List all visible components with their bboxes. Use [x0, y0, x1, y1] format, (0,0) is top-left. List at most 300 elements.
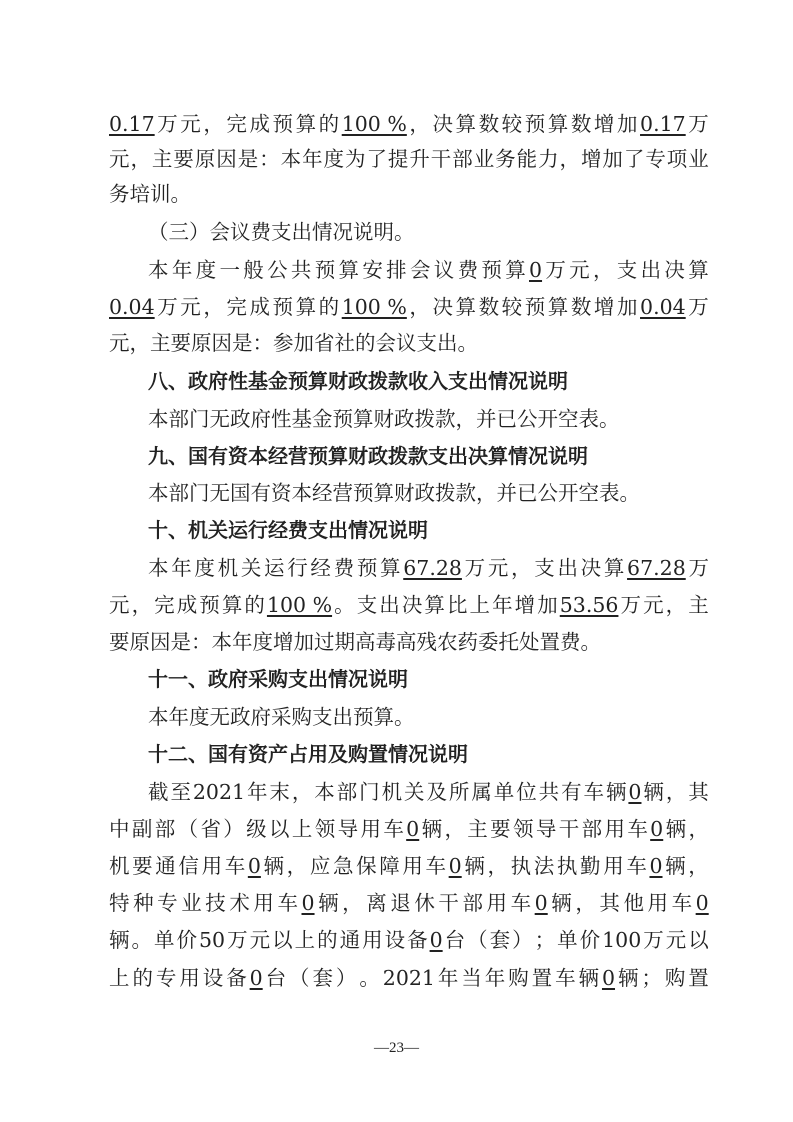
text-segment: 排 — [386, 258, 407, 282]
text-segment: 机 — [381, 780, 403, 804]
text-segment: 成 — [249, 295, 270, 319]
text-segment: 专 — [645, 147, 666, 171]
text-segment: 至 — [170, 780, 191, 804]
text-segment: ， — [342, 891, 363, 915]
text-segment: （ — [467, 928, 488, 952]
text-segment: 用 — [604, 817, 625, 841]
underlined-value: 0 — [429, 928, 443, 952]
text-segment: 信 — [178, 854, 199, 878]
text-segment: 机 — [217, 556, 239, 580]
text-segment: 本 — [314, 780, 335, 804]
text-segment: 完 — [226, 112, 247, 136]
text-segment: 元 — [180, 112, 201, 136]
text-segment: 执 — [510, 854, 532, 878]
text-segment: 费 — [457, 258, 479, 282]
text-segment: 本年度无政府采购支出预算。 — [148, 705, 415, 729]
text-segment: 元 — [569, 258, 590, 282]
text-segment: 业 — [181, 891, 202, 915]
underlined-value: 67.28 — [627, 556, 686, 580]
text-segment: 上 — [469, 593, 490, 617]
text-segment: 年 — [484, 966, 506, 990]
text-segment: 元 — [109, 593, 130, 617]
text-segment: ， — [409, 295, 430, 319]
text-segment: 支 — [534, 556, 555, 580]
text-segment: 退 — [390, 891, 411, 915]
text-segment: 干 — [430, 147, 452, 171]
text-segment: 年 — [171, 556, 192, 580]
text-segment: 数 — [570, 112, 592, 136]
text-line — [109, 885, 709, 921]
text-segment: 年 — [302, 147, 323, 171]
underlined-value: 67.28 — [403, 556, 462, 580]
text-segment: 部 — [336, 780, 358, 804]
underlined-value: 0 — [601, 966, 616, 990]
text-segment: 为 — [344, 147, 366, 171]
text-segment: 有 — [561, 780, 582, 804]
underlined-value: 0 — [534, 891, 548, 915]
text-segment: 十、机关运行经费支出情况说明 — [148, 518, 428, 542]
text-segment: 100 — [602, 928, 642, 952]
text-segment: 用 — [402, 854, 423, 878]
text-segment: 领 — [513, 817, 534, 841]
text-segment: 加 — [537, 593, 558, 617]
text-segment: 业 — [473, 147, 495, 171]
text-segment: 。 — [334, 593, 355, 617]
text-segment: 2021 — [382, 966, 435, 990]
text-segment: 价 — [176, 928, 197, 952]
text-segment: ， — [511, 556, 532, 580]
text-segment: 年 — [437, 966, 459, 990]
text-segment: 领 — [314, 817, 336, 841]
text-segment: 算 — [547, 295, 569, 319]
text-segment: 特 — [109, 891, 130, 915]
text-segment: 元 — [109, 147, 130, 171]
text-segment: 购 — [508, 966, 529, 990]
text-segment: 支 — [356, 593, 378, 617]
text-segment: 预 — [272, 295, 294, 319]
text-segment: 增 — [514, 593, 536, 617]
text-segment: ， — [291, 780, 313, 804]
text-line — [109, 922, 709, 958]
underlined-value: 0.17 — [109, 112, 155, 136]
text-segment: 的 — [318, 112, 340, 136]
text-segment: 能 — [516, 147, 538, 171]
text-segment: 度 — [195, 258, 217, 282]
text-segment: ； — [534, 928, 556, 952]
text-segment: 项 — [666, 147, 688, 171]
text-segment: 算 — [505, 258, 526, 282]
text-segment: 车 — [583, 780, 605, 804]
text-segment: 50 — [199, 928, 226, 952]
text-segment: 决 — [580, 556, 602, 580]
text-segment: 机 — [109, 854, 130, 878]
text-segment: 辆 — [665, 817, 687, 841]
text-segment: 会 — [409, 258, 431, 282]
text-segment: 预 — [481, 258, 502, 282]
text-segment: 车 — [555, 966, 576, 990]
text-segment: 般 — [243, 258, 264, 282]
text-segment: 其 — [599, 891, 620, 915]
text-line — [109, 624, 709, 660]
text-segment: 八、政府性基金预算财政拨款收入支出情况说明 — [148, 369, 568, 393]
text-segment: ） — [223, 817, 244, 841]
text-segment: ， — [487, 854, 508, 878]
text-segment: ， — [665, 593, 687, 617]
text-segment: 车 — [510, 891, 532, 915]
text-segment: 的 — [132, 966, 153, 990]
text-segment: 。 — [359, 966, 380, 990]
text-segment: 升 — [409, 147, 430, 171]
text-segment: 本 — [148, 258, 169, 282]
text-segment: 台 — [265, 966, 287, 990]
text-segment: 及 — [426, 780, 447, 804]
text-segment: 关 — [240, 556, 262, 580]
text-segment: 省 — [200, 817, 221, 841]
text-segment: 辆 — [109, 928, 130, 952]
text-segment: 万 — [157, 295, 178, 319]
text-segment: 门 — [359, 780, 380, 804]
text-segment: 部 — [154, 817, 176, 841]
text-segment: 执 — [556, 854, 578, 878]
text-segment: 急 — [332, 854, 354, 878]
text-segment: 障 — [379, 854, 400, 878]
underlined-value: 0 — [695, 891, 709, 915]
text-segment: 主 — [467, 817, 488, 841]
text-segment: 置 — [531, 966, 553, 990]
text-segment: 算 — [380, 556, 401, 580]
text-segment: 数 — [478, 295, 500, 319]
underlined-value: 0 — [650, 817, 664, 841]
text-segment: 车 — [671, 891, 693, 915]
text-segment: 勤 — [580, 854, 601, 878]
text-segment: ： — [259, 147, 280, 171]
text-segment: 用 — [647, 891, 669, 915]
text-segment: 预 — [524, 112, 546, 136]
text-line — [148, 475, 709, 511]
text-segment: 用 — [362, 928, 383, 952]
text-segment: 辆 — [665, 854, 686, 878]
text-segment: 元 — [180, 295, 201, 319]
text-segment: 要 — [490, 817, 511, 841]
text-segment: ， — [444, 817, 465, 841]
text-segment: 成 — [249, 112, 270, 136]
text-segment: 当 — [461, 966, 482, 990]
text-segment: ， — [559, 147, 581, 171]
text-segment: 用 — [179, 966, 200, 990]
text-line — [109, 325, 709, 361]
text-segment: 要 — [173, 147, 194, 171]
text-segment: 决 — [432, 295, 453, 319]
text-segment: 套 — [312, 966, 333, 990]
underlined-value: 0.17 — [640, 112, 686, 136]
text-segment: 术 — [229, 891, 250, 915]
text-segment: 一 — [219, 258, 240, 282]
text-segment: 加 — [616, 112, 638, 136]
text-line — [109, 960, 709, 996]
text-segment: 上 — [109, 966, 130, 990]
text-segment: 单 — [557, 928, 578, 952]
text-segment: 万 — [620, 593, 641, 617]
text-segment: 离 — [366, 891, 387, 915]
underlined-value: 100 % — [341, 112, 407, 136]
text-segment: 要 — [132, 854, 153, 878]
text-segment: 置 — [688, 966, 709, 990]
text-segment: 价 — [579, 928, 601, 952]
text-segment: 末 — [269, 780, 290, 804]
text-segment: 议 — [433, 258, 455, 282]
text-segment: 通 — [155, 854, 176, 878]
text-segment: 专 — [155, 966, 177, 990]
text-segment: 力 — [538, 147, 559, 171]
text-segment: 关 — [404, 780, 425, 804]
underlined-value: 100 % — [341, 295, 407, 319]
text-segment: 车 — [383, 817, 404, 841]
text-segment: 万 — [464, 556, 486, 580]
section-heading — [148, 363, 709, 399]
text-segment: 预 — [524, 295, 546, 319]
text-segment: 算 — [295, 295, 317, 319]
underlined-value: 0 — [529, 258, 543, 282]
text-segment: ） — [335, 966, 357, 990]
text-segment: 本部门无政府性基金预算财政拨款，并已公开空表。 — [148, 407, 620, 431]
text-segment: 是 — [237, 147, 259, 171]
text-segment: 部 — [452, 147, 473, 171]
text-segment: 车 — [224, 854, 246, 878]
text-segment: 运 — [264, 556, 285, 580]
text-segment: 车 — [626, 854, 647, 878]
text-segment: 2021 — [192, 780, 246, 804]
text-segment: 位 — [516, 780, 537, 804]
text-segment: 导 — [535, 817, 557, 841]
text-segment: 用 — [201, 854, 223, 878]
text-segment: 截 — [148, 780, 169, 804]
text-segment: 务 — [495, 147, 516, 171]
text-segment: 干 — [438, 891, 459, 915]
text-segment: 车 — [425, 854, 447, 878]
text-segment: 年 — [171, 258, 193, 282]
text-line — [109, 848, 709, 884]
text-segment: ， — [688, 817, 709, 841]
text-segment: 保 — [356, 854, 377, 878]
text-segment: 出 — [379, 593, 400, 617]
text-segment: ， — [665, 780, 687, 804]
text-segment: 算 — [424, 593, 445, 617]
text-segment: 备 — [226, 966, 247, 990]
text-line — [109, 176, 709, 212]
text-segment: 提 — [387, 147, 409, 171]
text-segment: 用 — [360, 817, 381, 841]
text-segment: 加 — [616, 295, 638, 319]
text-segment: 出 — [640, 258, 662, 282]
text-segment: 车 — [627, 817, 648, 841]
text-segment: 预 — [314, 258, 336, 282]
text-segment: 决 — [401, 593, 423, 617]
text-segment: ， — [688, 854, 709, 878]
underlined-value: 0.04 — [109, 295, 155, 319]
subsection-heading — [148, 214, 709, 250]
text-segment: 本 — [148, 556, 169, 580]
text-segment: 元，主要原因是：参加省社的会议支出。 — [109, 331, 478, 355]
text-segment: ， — [592, 258, 614, 282]
text-segment: ， — [286, 854, 308, 878]
text-segment: 万 — [227, 928, 248, 952]
page-number: —23— — [374, 1040, 419, 1056]
text-segment: 的 — [244, 593, 265, 617]
text-segment: 所 — [448, 780, 470, 804]
text-segment: 部 — [462, 891, 483, 915]
text-segment: 年 — [246, 780, 268, 804]
text-segment: 因 — [216, 147, 237, 171]
text-segment: 算 — [603, 556, 625, 580]
text-segment: 万 — [545, 258, 566, 282]
section-heading — [148, 736, 709, 772]
text-segment: 经 — [310, 556, 331, 580]
text-segment: 辆 — [551, 891, 572, 915]
text-segment: ， — [131, 593, 153, 617]
text-segment: 行 — [287, 556, 308, 580]
text-segment: 预 — [356, 556, 378, 580]
text-segment: 的 — [318, 295, 340, 319]
text-segment: 度 — [194, 556, 215, 580]
text-segment: 较 — [501, 295, 523, 319]
text-segment: 种 — [133, 891, 154, 915]
text-segment: 车 — [277, 891, 298, 915]
text-segment: （ — [289, 966, 310, 990]
text-segment: 元 — [249, 928, 271, 952]
text-segment: 以 — [688, 928, 709, 952]
text-segment: 元 — [487, 556, 509, 580]
text-segment: 单 — [154, 928, 175, 952]
text-segment: （三）会议费支出情况说明。 — [148, 220, 415, 244]
text-line — [148, 401, 709, 437]
text-segment: 中 — [109, 817, 130, 841]
text-segment: 购 — [664, 966, 686, 990]
text-line — [148, 252, 709, 288]
text-segment: 支 — [616, 258, 638, 282]
text-segment: 辆 — [464, 854, 485, 878]
text-segment: 万 — [688, 295, 709, 319]
text-segment: ， — [130, 147, 151, 171]
text-segment: 预 — [199, 593, 220, 617]
text-segment: 元 — [643, 593, 664, 617]
text-segment: 算 — [455, 295, 477, 319]
text-segment: 辆 — [617, 966, 639, 990]
text-segment: 用 — [486, 891, 508, 915]
text-segment: 算 — [688, 258, 709, 282]
text-segment: 的 — [317, 928, 338, 952]
underlined-value: 0.04 — [640, 295, 686, 319]
text-segment: 业 — [688, 147, 709, 171]
text-segment: 了 — [623, 147, 645, 171]
text-segment: 用 — [603, 854, 624, 878]
underlined-value: 100 % — [266, 593, 333, 617]
text-segment: 完 — [226, 295, 247, 319]
text-segment: 共 — [290, 258, 312, 282]
text-segment: 元 — [665, 928, 687, 952]
text-segment: 他 — [623, 891, 644, 915]
text-segment: 用 — [253, 891, 274, 915]
text-segment: 较 — [501, 112, 523, 136]
text-segment: 出 — [557, 556, 578, 580]
text-segment: 干 — [558, 817, 580, 841]
text-segment: 导 — [337, 817, 359, 841]
underlined-value: 0 — [406, 817, 420, 841]
text-segment: 十二、国有资产占用及购置情况说明 — [148, 742, 468, 766]
text-segment: 算 — [295, 112, 317, 136]
text-segment: 安 — [362, 258, 383, 282]
text-segment: ） — [512, 928, 533, 952]
text-segment: 预 — [272, 112, 294, 136]
text-segment: 加 — [602, 147, 623, 171]
text-segment: 。 — [131, 928, 152, 952]
text-segment: 休 — [414, 891, 435, 915]
text-segment: 其 — [688, 780, 709, 804]
text-segment: 增 — [593, 112, 615, 136]
text-segment: 辆 — [605, 780, 627, 804]
text-segment: 本 — [280, 147, 302, 171]
text-segment: 十一、政府采购支出情况说明 — [148, 667, 408, 691]
text-segment: 副 — [131, 817, 153, 841]
text-segment: 部 — [581, 817, 603, 841]
text-segment: 本部门无国有资本经营预算财政拨款，并已公开空表。 — [148, 481, 640, 505]
text-segment: 套 — [489, 928, 511, 952]
underlined-value: 0 — [628, 780, 642, 804]
text-segment: 算 — [338, 258, 359, 282]
text-line — [109, 811, 709, 847]
text-segment: 原 — [194, 147, 216, 171]
text-segment: 通 — [339, 928, 361, 952]
text-segment: 单 — [493, 780, 515, 804]
underlined-value: 0 — [301, 891, 315, 915]
text-segment: 辆 — [421, 817, 443, 841]
text-segment: 万 — [157, 112, 178, 136]
text-segment: 算 — [221, 593, 243, 617]
text-segment: 主 — [688, 593, 709, 617]
text-segment: 年 — [492, 593, 513, 617]
text-segment: 万 — [643, 928, 664, 952]
text-segment: 数 — [570, 295, 592, 319]
text-segment: 决 — [432, 112, 453, 136]
text-segment: 技 — [205, 891, 226, 915]
underlined-value: 0 — [249, 966, 263, 990]
text-line — [148, 699, 709, 735]
underlined-value: 0 — [247, 854, 261, 878]
text-segment: ， — [575, 891, 596, 915]
text-segment: 辆 — [263, 854, 285, 878]
text-segment: 属 — [471, 780, 492, 804]
text-segment: 完 — [154, 593, 175, 617]
text-segment: 设 — [202, 966, 224, 990]
text-line — [148, 774, 709, 810]
text-segment: 备 — [407, 928, 428, 952]
text-segment: （ — [177, 817, 199, 841]
text-segment: 辆 — [578, 966, 600, 990]
text-segment: 度 — [323, 147, 345, 171]
text-segment: 上 — [294, 928, 316, 952]
text-segment: 主 — [151, 147, 173, 171]
text-segment: 费 — [333, 556, 355, 580]
text-segment: 成 — [176, 593, 198, 617]
text-line — [148, 550, 709, 586]
text-segment: 算 — [455, 112, 477, 136]
text-segment: 以 — [272, 928, 293, 952]
text-segment: ； — [641, 966, 662, 990]
text-segment: 增 — [593, 295, 615, 319]
text-segment: 了 — [366, 147, 387, 171]
text-segment: 要原因是：本年度增加过期高毒高残农药委托处置费。 — [109, 630, 601, 654]
underlined-value: 0 — [649, 854, 663, 878]
section-heading — [148, 661, 709, 697]
